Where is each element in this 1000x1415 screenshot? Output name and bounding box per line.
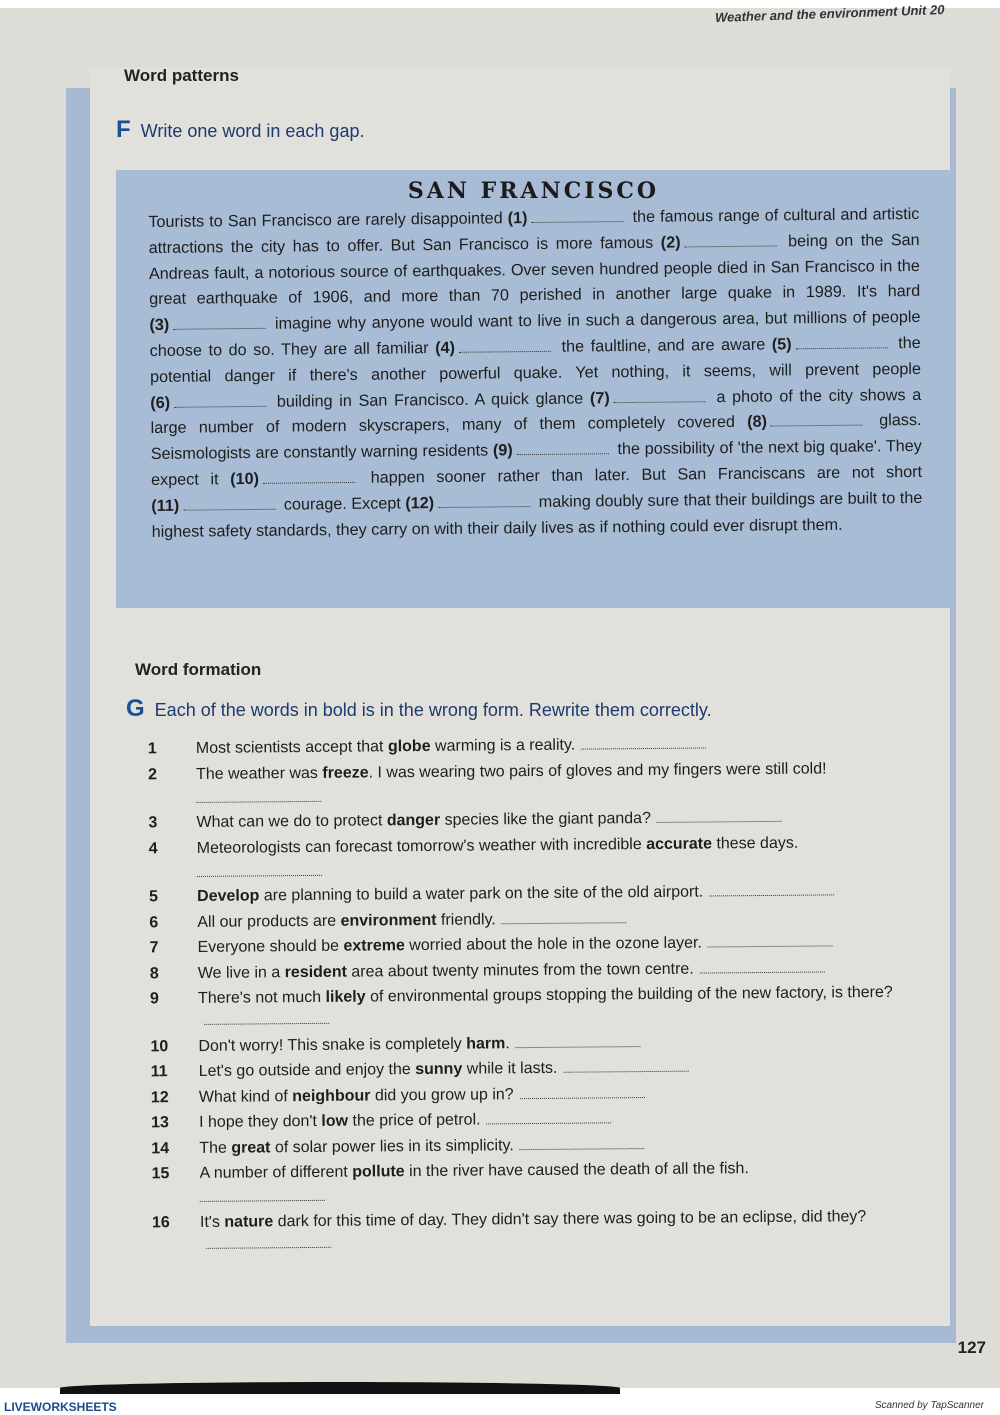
answer-line[interactable] [486, 1112, 611, 1124]
gap-answer-line[interactable] [531, 211, 623, 223]
passage-segment: being on the San Andreas fault, a notorious source of earthquakes. Over seven hundred people died in San Francisco in the great earthquake of 1906, and more than 70 perished in another large quake in 1989. It's hard [148, 230, 921, 309]
passage-segment: imagine why anyone would want to live in such a dangerous area, but millions of people choose to do so. They are all familiar [149, 308, 921, 361]
bold-word: environment [340, 911, 437, 930]
sentence-start: We live in a [197, 963, 285, 982]
sentence-start: A number of different [199, 1163, 353, 1182]
passage-segment: the possibility of 'the next big quake'. They expect it [150, 437, 922, 489]
bold-word: pollute [352, 1163, 405, 1181]
item-number: 2 [147, 765, 158, 783]
answer-line[interactable] [581, 737, 706, 749]
exercise-item [151, 1106, 921, 1135]
sentence-end: of environmental groups stopping the building of the new factory, is there? [365, 983, 893, 1006]
gap-blank[interactable] [590, 388, 710, 407]
answer-line[interactable] [502, 912, 627, 924]
gap-answer-line[interactable] [173, 318, 265, 330]
passage-box [116, 170, 951, 608]
sentence-start: There's not much [197, 988, 326, 1007]
item-text [199, 1083, 645, 1109]
gap-number: (4) [435, 338, 456, 358]
item-text [197, 880, 834, 908]
gap-answer-line[interactable] [614, 391, 706, 403]
answer-line[interactable] [520, 1138, 645, 1150]
sentence-end: area about twenty minutes from the town centre. [346, 960, 694, 981]
bold-word: neighbour [292, 1086, 371, 1105]
gap-answer-line[interactable] [771, 415, 863, 427]
exercise-item [150, 1029, 920, 1058]
exercise-item [148, 757, 918, 809]
sentence-end: dark for this time of day. They didn't say there was going to be an eclipse, did they? [273, 1207, 867, 1230]
sentence-start: What can we do to protect [196, 812, 387, 831]
section-heading-word-patterns: Word patterns [124, 66, 239, 85]
passage-segment: glass. Seismologists are constantly warning residents [150, 411, 922, 464]
bold-word: danger [386, 811, 441, 830]
item-text [196, 807, 782, 834]
item-text [197, 931, 833, 959]
sentence-start: What kind of [198, 1087, 293, 1106]
answer-line[interactable] [657, 811, 782, 823]
item-text [199, 1108, 612, 1134]
gap-blank[interactable] [772, 334, 892, 353]
scan-shadow [60, 1382, 620, 1394]
item-text [199, 1057, 689, 1083]
answer-line[interactable] [709, 884, 834, 896]
answer-line[interactable] [197, 860, 322, 876]
gap-number: (6) [150, 393, 171, 412]
exercise-item [151, 1131, 921, 1160]
exercise-item [148, 806, 918, 835]
exercise-item [149, 831, 919, 883]
item-number: 10 [150, 1037, 169, 1055]
gap-blank[interactable] [151, 495, 279, 514]
gap-answer-line[interactable] [183, 498, 275, 510]
gap-blank[interactable] [405, 493, 534, 512]
bold-word: nature [224, 1212, 274, 1231]
answer-line[interactable] [206, 1236, 331, 1248]
sentence-end: are planning to build a water park on the site of the old airport. [259, 883, 704, 905]
sentence-end: . [505, 1034, 510, 1052]
item-text [196, 733, 707, 759]
exercise-item [150, 956, 920, 985]
sentence-start: Most scientists accept that [195, 738, 388, 757]
bold-word: Develop [197, 887, 260, 905]
sentence-end: while it lasts. [462, 1059, 558, 1078]
gap-answer-line[interactable] [796, 337, 888, 349]
sentence-end: . I was wearing two pairs of gloves and my fingers were still cold! [368, 759, 827, 781]
gap-blank[interactable] [508, 208, 628, 227]
bold-word: extreme [343, 937, 405, 955]
item-number: 8 [149, 964, 159, 982]
gap-blank[interactable] [435, 338, 555, 357]
scanner-credit: Scanned by TapScanner [874, 1400, 984, 1411]
item-number: 15 [151, 1165, 170, 1183]
gap-number: (11) [151, 496, 180, 515]
sentence-start: It's [199, 1213, 225, 1231]
exercise-g-list [148, 732, 923, 1260]
answer-line[interactable] [200, 1186, 325, 1202]
page-number: 127 [957, 1338, 986, 1357]
sentence-end: the price of petrol. [347, 1111, 481, 1130]
item-text [196, 758, 827, 809]
gap-number: (9) [492, 441, 513, 460]
exercise-g-instruction [126, 695, 712, 723]
exercise-item [149, 931, 919, 960]
liveworksheets-logo: LIVEWORKSHEETS [4, 1400, 117, 1414]
answer-line[interactable] [708, 935, 833, 947]
bold-word: accurate [646, 834, 713, 853]
sentence-end: these days. [711, 834, 799, 852]
item-text [197, 908, 627, 934]
passage-segment: the famous range of cultural and artistic attractions the city has to offer. But San Francisco is more famous [148, 204, 920, 257]
gap-number: (5) [771, 335, 792, 354]
answer-line[interactable] [204, 1013, 329, 1025]
exercise-f-instruction [116, 116, 364, 144]
passage-segment: a photo of the city shows a large number of modern skyscrapers, many of them completely covered [150, 385, 922, 438]
gap-blank[interactable] [230, 469, 359, 488]
item-number: 3 [148, 814, 158, 832]
item-number: 13 [151, 1114, 169, 1132]
bold-word: globe [387, 737, 431, 756]
gap-answer-line[interactable] [438, 496, 530, 508]
bold-word: resident [284, 963, 347, 981]
answer-line[interactable] [520, 1087, 645, 1099]
bold-word: freeze [322, 763, 369, 782]
passage-segment: the potential danger if there's another powerful quake. Yet nothing, it seems, will prevent people [149, 333, 922, 386]
answer-line[interactable] [700, 961, 825, 973]
exercise-item [151, 1157, 921, 1209]
answer-line[interactable] [563, 1061, 688, 1073]
exercise-item [151, 1055, 921, 1084]
section-heading-word-formation: Word formation [135, 660, 262, 679]
item-number: 12 [150, 1088, 169, 1106]
instruction-text: Write one word in each gap. [140, 121, 365, 141]
item-text [198, 1032, 641, 1058]
sentence-start: Meteorologists can forecast tomorrow's weather with incredible [196, 835, 647, 857]
item-text [198, 982, 920, 1032]
sentence-start: Everyone should be [197, 937, 344, 956]
sentence-start: Don't worry! This snake is completely [198, 1035, 467, 1055]
sentence-end: did you grow up in? [370, 1085, 514, 1104]
exercise-item [150, 982, 920, 1033]
item-number: 7 [149, 939, 159, 957]
sentence-end: friendly. [436, 910, 496, 929]
bold-word: low [321, 1112, 349, 1130]
item-number: 4 [148, 839, 158, 857]
exercise-item [149, 905, 919, 934]
passage-text [148, 202, 922, 545]
passage-segment: making doubly sure that their buildings are built to the highest safety standards, they carry on with their daily lives as if nothing could ever disrupt them. [151, 488, 923, 541]
bold-word: sunny [415, 1060, 463, 1079]
gap-number: (2) [660, 233, 681, 252]
gap-blank[interactable] [149, 315, 269, 334]
item-text [199, 1158, 749, 1208]
item-text [197, 832, 799, 882]
gap-number: (8) [747, 412, 768, 432]
item-number: 6 [149, 913, 159, 931]
gap-answer-line[interactable] [459, 341, 551, 353]
sentence-start: I hope they don't [199, 1112, 322, 1131]
sentence-start: All our products are [197, 912, 341, 931]
gap-number: (10) [230, 469, 260, 489]
item-number: 9 [149, 990, 159, 1008]
gap-number: (3) [149, 316, 170, 335]
gap-number: (1) [507, 209, 528, 228]
item-number: 14 [151, 1139, 170, 1157]
passage-segment: building in San Francisco. A quick glance [269, 389, 591, 411]
gap-answer-line[interactable] [174, 395, 266, 407]
gap-blank[interactable] [661, 232, 781, 251]
gap-answer-line[interactable] [517, 443, 609, 455]
item-number: 1 [147, 740, 157, 758]
gap-answer-line[interactable] [684, 235, 776, 247]
exercise-item [152, 1205, 922, 1256]
sentence-end: warming is a reality. [430, 736, 576, 755]
gap-blank[interactable] [493, 440, 613, 459]
passage-segment: courage. Except [279, 494, 406, 514]
item-number: 5 [149, 888, 159, 906]
exercise-item [151, 1080, 921, 1109]
exercise-item [149, 880, 919, 909]
item-text [199, 1134, 645, 1160]
bold-word: great [231, 1138, 271, 1157]
answer-line[interactable] [196, 786, 321, 802]
passage-title: SAN FRANCISCO [407, 178, 660, 204]
sentence-end: of solar power lies in its simplicity. [270, 1136, 514, 1156]
item-number: 16 [151, 1213, 170, 1231]
item-number: 11 [150, 1063, 168, 1081]
exercise-letter: F [116, 116, 131, 143]
gap-number: (12) [405, 493, 435, 513]
passage-segment: Tourists to San Francisco are rarely disappointed [148, 209, 508, 232]
running-header: Weather and the environment Unit 20 [714, 2, 945, 25]
gap-blank[interactable] [747, 412, 867, 431]
sentence-start: The [199, 1139, 232, 1157]
gap-answer-line[interactable] [263, 472, 355, 484]
gap-number: (7) [589, 388, 610, 408]
answer-line[interactable] [516, 1036, 641, 1048]
sentence-end: species like the giant panda? [440, 809, 652, 829]
passage-segment: the faultline, and are aware [554, 335, 772, 356]
bold-word: harm [466, 1034, 506, 1053]
sentence-start: Let's go outside and enjoy the [198, 1061, 416, 1080]
item-text [198, 957, 825, 984]
instruction-text: Each of the words in bold is in the wrong form. Rewrite them correctly. [154, 700, 712, 720]
sentence-end: worried about the hole in the ozone layer. [404, 934, 702, 955]
sentence-end: in the river have caused the death of all the fish. [404, 1160, 749, 1181]
passage-segment: happen sooner rather than later. But San Franciscans are not short [358, 462, 923, 487]
gap-blank[interactable] [150, 392, 270, 411]
exercise-letter: G [126, 695, 145, 722]
item-text [200, 1205, 922, 1255]
bold-word: likely [325, 988, 366, 1006]
sentence-start: The weather was [195, 764, 323, 783]
